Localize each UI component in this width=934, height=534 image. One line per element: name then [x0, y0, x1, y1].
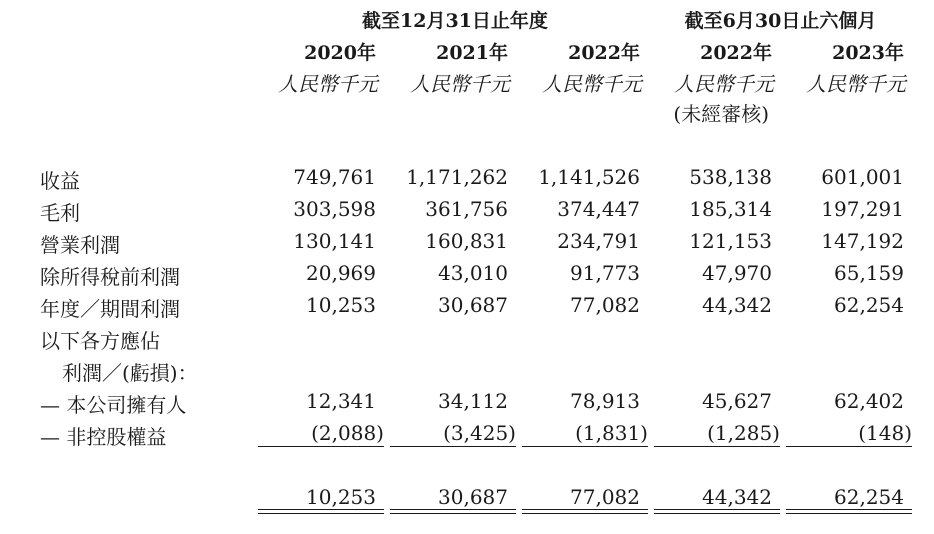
total-double-rule — [654, 509, 780, 514]
row-label-gross-profit: 毛利 — [40, 201, 80, 225]
table-cell: 147,192 — [821, 229, 904, 253]
table-cell: 130,141 — [293, 229, 376, 253]
table-cell: 601,001 — [821, 165, 904, 189]
row-label-revenue: 收益 — [40, 169, 80, 193]
subtotal-rule — [258, 446, 384, 447]
row-label-owners: — 本公司擁有人 — [40, 393, 187, 417]
row-label-attributable-to-cont: 利潤／(虧損)： — [62, 361, 198, 385]
table-cell: (148) — [858, 421, 912, 445]
table-cell: 185,314 — [689, 197, 772, 221]
row-label-operating-profit: 營業利潤 — [40, 233, 120, 257]
table-cell: (3,425) — [443, 421, 516, 445]
subtotal-rule — [390, 446, 516, 447]
row-label-profit-for-period: 年度／期間利潤 — [40, 297, 180, 321]
column-year: 2021年 — [436, 42, 508, 64]
column-unit: 人民幣千元 — [806, 72, 906, 96]
total-cell: 77,082 — [570, 485, 640, 509]
table-cell: 34,112 — [438, 389, 508, 413]
table-cell: 20,969 — [306, 261, 376, 285]
table-cell: 197,291 — [821, 197, 904, 221]
row-label-attributable-to: 以下各方應佔 — [40, 329, 160, 353]
column-unit: 人民幣千元 — [278, 72, 378, 96]
column-unit: 人民幣千元 — [674, 72, 774, 96]
table-cell: 121,153 — [689, 229, 772, 253]
total-cell: 62,254 — [834, 485, 904, 509]
row-label-profit-before-tax: 除所得稅前利潤 — [40, 265, 180, 289]
column-note-unaudited: (未經審核) — [673, 102, 769, 126]
table-cell: 45,627 — [702, 389, 772, 413]
table-cell: 65,159 — [834, 261, 904, 285]
table-cell: 374,447 — [557, 197, 640, 221]
total-cell: 10,253 — [306, 485, 376, 509]
table-cell: 44,342 — [702, 293, 772, 317]
table-cell: (1,285) — [707, 421, 780, 445]
table-cell: 749,761 — [293, 165, 376, 189]
group-heading-year-ended: 截至12月31日止年度 — [362, 10, 548, 32]
total-double-rule — [258, 509, 384, 514]
table-cell: 77,082 — [570, 293, 640, 317]
table-cell: (2,088) — [311, 421, 384, 445]
column-year: 2023年 — [832, 42, 904, 64]
table-cell: 12,341 — [306, 389, 376, 413]
table-cell: 62,402 — [834, 389, 904, 413]
subtotal-rule — [654, 446, 780, 447]
table-cell: 234,791 — [557, 229, 640, 253]
row-label-non-controlling: — 非控股權益 — [40, 425, 167, 449]
subtotal-rule — [522, 446, 648, 447]
table-cell: 30,687 — [438, 293, 508, 317]
column-unit: 人民幣千元 — [410, 72, 510, 96]
total-cell: 44,342 — [702, 485, 772, 509]
table-cell: 47,970 — [702, 261, 772, 285]
table-cell: 303,598 — [293, 197, 376, 221]
table-cell: 43,010 — [438, 261, 508, 285]
total-double-rule — [786, 509, 912, 514]
table-cell: 160,831 — [425, 229, 508, 253]
table-cell: 1,171,262 — [406, 165, 508, 189]
column-unit: 人民幣千元 — [542, 72, 642, 96]
table-cell: 361,756 — [425, 197, 508, 221]
total-cell: 30,687 — [438, 485, 508, 509]
column-year: 2020年 — [304, 42, 376, 64]
subtotal-rule — [786, 446, 912, 447]
table-cell: 1,141,526 — [538, 165, 640, 189]
total-double-rule — [390, 509, 516, 514]
table-cell: 62,254 — [834, 293, 904, 317]
group-heading-six-months: 截至6月30日止六個月 — [684, 10, 877, 32]
total-double-rule — [522, 509, 648, 514]
table-cell: 91,773 — [570, 261, 640, 285]
table-cell: 78,913 — [570, 389, 640, 413]
column-year: 2022年 — [568, 42, 640, 64]
column-year: 2022年 — [700, 42, 772, 64]
table-cell: (1,831) — [575, 421, 648, 445]
table-cell: 538,138 — [689, 165, 772, 189]
table-cell: 10,253 — [306, 293, 376, 317]
